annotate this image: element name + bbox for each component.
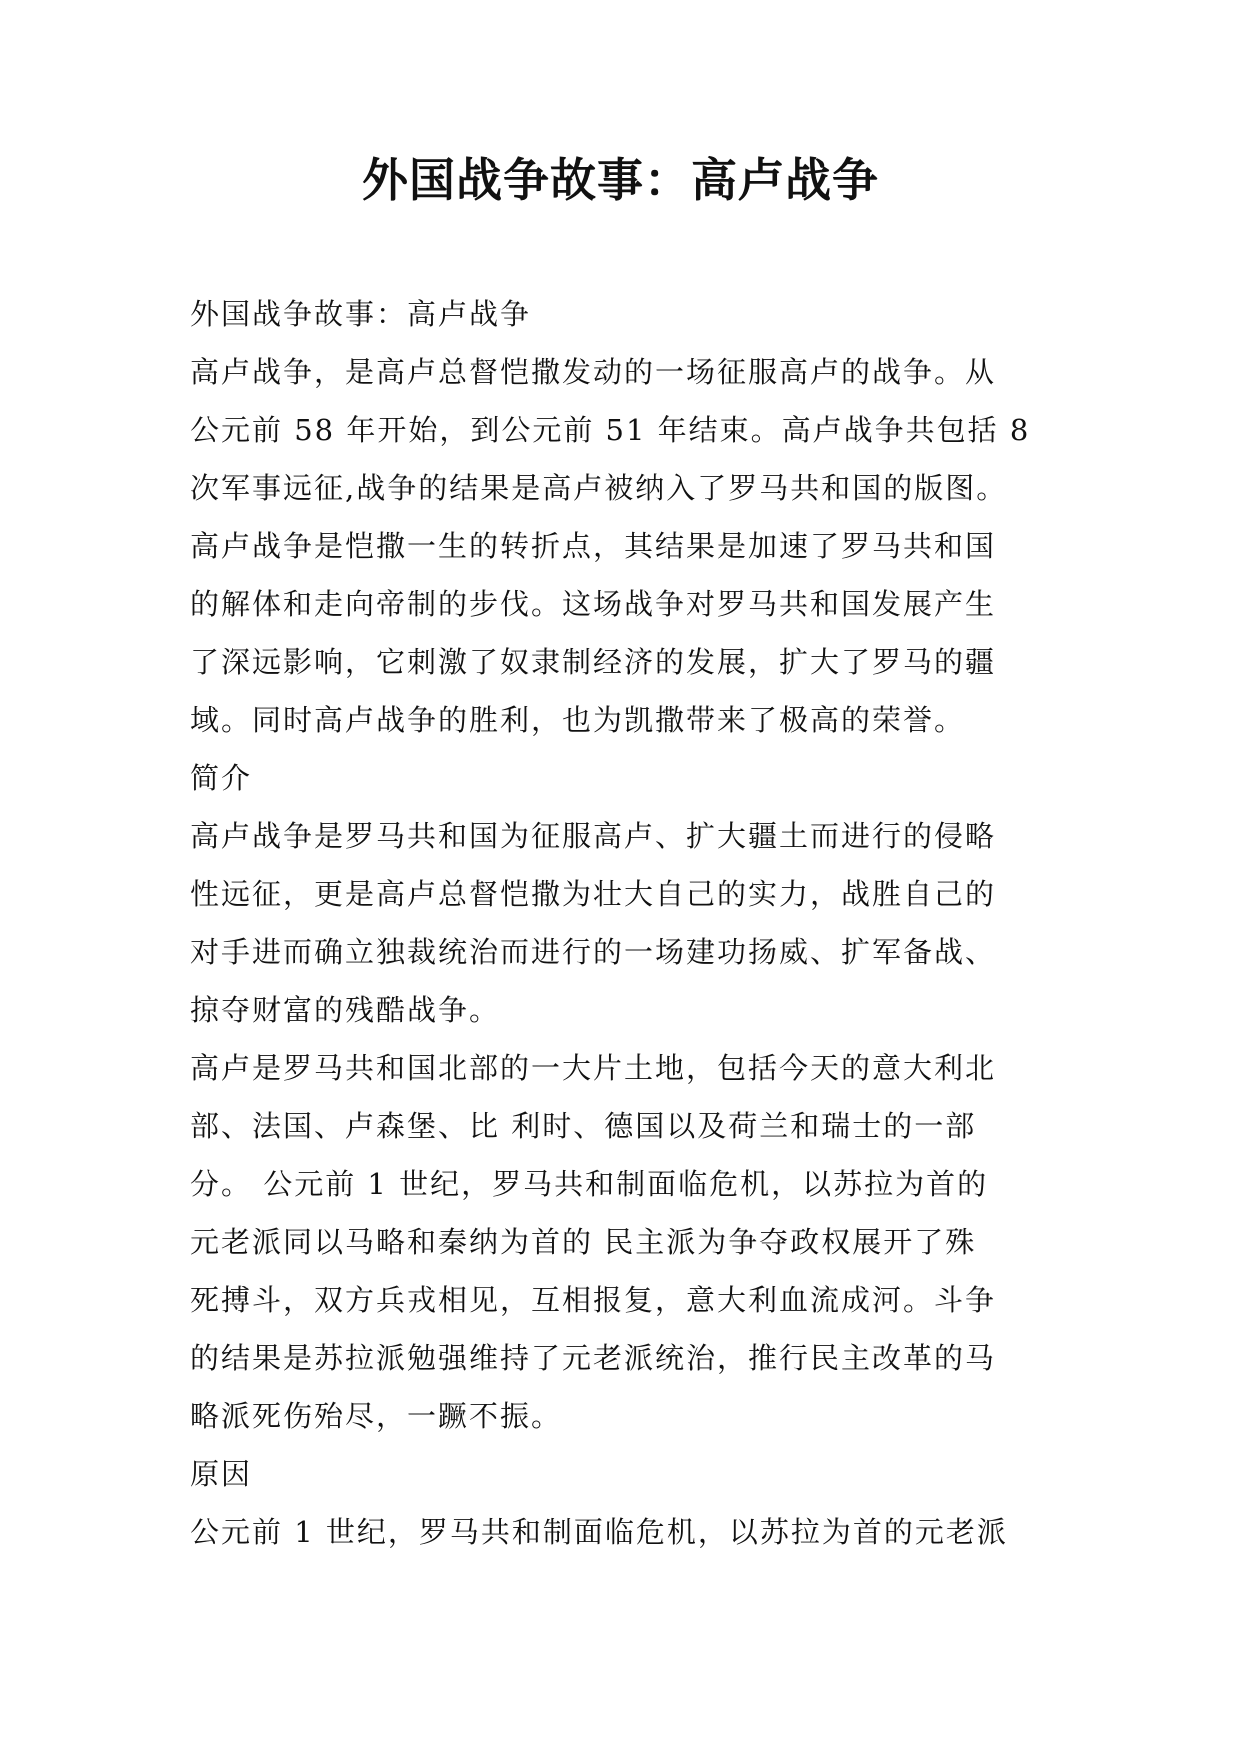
section-heading: 原因 <box>190 1457 253 1491</box>
intro-paragraph <box>190 343 1070 749</box>
gaul-paragraph <box>190 1039 1070 1445</box>
cause-paragraph <box>190 1503 1070 1561</box>
summary-paragraph <box>190 807 1070 1039</box>
text-line: 掠夺财富的残酷战争。 <box>190 993 501 1027</box>
section-heading-intro <box>190 749 1070 807</box>
text-line: 死搏斗，双方兵戎相见，互相报复，意大利血流成河。斗争 <box>190 1283 997 1317</box>
text-line: 的解体和走向帝制的步伐。这场战争对罗马共和国发展产生 <box>190 587 997 621</box>
document-body <box>190 285 1070 1561</box>
section-heading-cause <box>190 1445 1070 1503</box>
text-line: 元老派同以马略和秦纳为首的 民主派为争夺政权展开了殊 <box>190 1225 977 1259</box>
text-line: 的结果是苏拉派勉强维持了元老派统治，推行民主改革的马 <box>190 1341 997 1375</box>
text-line: 公元前 1 世纪，罗马共和制面临危机，以苏拉为首的元老派 <box>190 1515 1008 1549</box>
text-line: 高卢战争是恺撒一生的转折点，其结果是加速了罗马共和国 <box>190 529 997 563</box>
text-line: 域。同时高卢战争的胜利，也为凯撒带来了极高的荣誉。 <box>190 703 966 737</box>
text-line: 公元前 58 年开始，到公元前 51 年结束。高卢战争共包括 8 <box>190 413 1031 447</box>
text-line: 对手进而确立独裁统治而进行的一场建功扬威、扩军备战、 <box>190 935 997 969</box>
document-title: 外国战争故事：高卢战争 <box>362 153 879 207</box>
text-line: 了深远影响，它刺激了奴隶制经济的发展，扩大了罗马的疆 <box>190 645 997 679</box>
text-line: 高卢战争，是高卢总督恺撒发动的一场征服高卢的战争。从 <box>190 355 997 389</box>
text-line: 部、法国、卢森堡、比 利时、德国以及荷兰和瑞士的一部 <box>190 1109 977 1143</box>
text-line: 高卢战争是罗马共和国为征服高卢、扩大疆土而进行的侵略 <box>190 819 997 853</box>
text-line: 次军事远征,战争的结果是高卢被纳入了罗马共和国的版图。 <box>190 471 1008 505</box>
text-line: 略派死伤殆尽，一蹶不振。 <box>190 1399 563 1433</box>
text-line: 分。 公元前 1 世纪，罗马共和制面临危机，以苏拉为首的 <box>190 1167 989 1201</box>
section-heading: 简介 <box>190 761 253 795</box>
subtitle-paragraph <box>190 285 1070 343</box>
text-line: 高卢是罗马共和国北部的一大片土地，包括今天的意大利北 <box>190 1051 997 1085</box>
text-line: 性远征，更是高卢总督恺撒为壮大自己的实力，战胜自己的 <box>190 877 997 911</box>
subtitle-line: 外国战争故事：高卢战争 <box>190 297 532 331</box>
